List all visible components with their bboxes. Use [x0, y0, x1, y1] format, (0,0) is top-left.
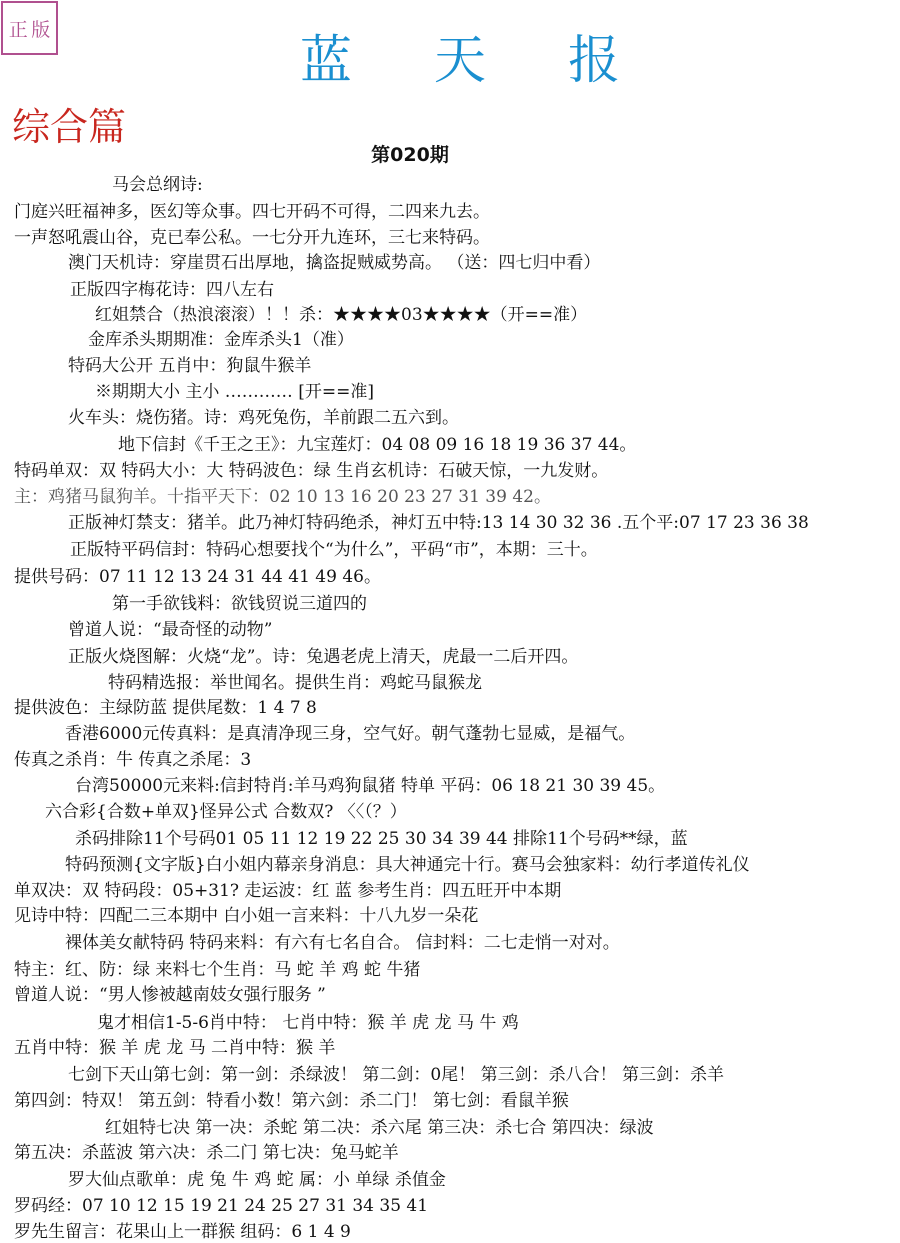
text-line: 香港6000元传真料：是真清净现三身，空气好。朝气蓬勃七显威，是福气。 — [65, 724, 636, 744]
text-line: 传真之杀肖：牛 传真之杀尾：3 — [14, 750, 252, 770]
text-line: 正版特平码信封：特码心想要找个“为什么”，平码“市”，本期：三十。 — [70, 540, 598, 560]
text-line: 五肖中特：猴 羊 虎 龙 马 二肖中特：猴 羊 — [14, 1038, 336, 1058]
masthead-char: 天 — [433, 31, 486, 91]
masthead-char: 报 — [567, 31, 620, 91]
text-line: 一声怒吼震山谷，克已奉公私。一七分开九连环，三七来特码。 — [14, 228, 490, 248]
text-line: 罗大仙点歌单：虎 兔 牛 鸡 蛇 属：小 单绿 杀值金 — [68, 1170, 446, 1190]
stamp-char: 版 — [31, 18, 51, 41]
text-line: 正版四字梅花诗：四八左右 — [70, 280, 274, 300]
text-line: 特码精选报：举世闻名。提供生肖：鸡蛇马鼠猴龙 — [108, 673, 482, 693]
text-line: 红姐特七决 第一决：杀蛇 第二决：杀六尾 第三决：杀七合 第四决：绿波 — [105, 1118, 654, 1138]
authentic-stamp — [1, 1, 58, 55]
text-line: 曾道人说：“男人惨被越南妓女强行服务 ” — [14, 985, 326, 1005]
text-line: 特码单双：双 特码大小：大 特码波色：绿 生肖玄机诗：石破天惊，一九发财。 — [14, 461, 609, 481]
text-line: 杀码排除11个号码01 05 11 12 19 22 25 30 34 39 44 排除11个号码**绿，蓝 — [75, 829, 688, 849]
text-line: 第四剑：特双！ 第五剑：特看小数！第六剑：杀二门！ 第七剑：看鼠羊猴 — [14, 1091, 569, 1111]
text-line: 罗码经：07 10 12 15 19 21 24 25 27 31 34 35 41 — [14, 1196, 429, 1216]
text-line: 特码预测{文字版}白小姐内幕亲身消息：具大神通完十行。赛马会独家料：幼行孝道传礼仪 — [65, 855, 750, 875]
text-line: 裸体美女献特码 特码来料：有六有七名自合。 信封料：二七走悄一对对。 — [65, 933, 620, 953]
text-line: 红姐禁合（热浪滚滚）！！杀：★★★★03★★★★（开==准） — [95, 305, 588, 325]
text-line: 火车头：烧伤猪。诗：鸡死兔伤，羊前跟二五六到。 — [68, 408, 459, 428]
text-line: 曾道人说：“最奇怪的动物” — [68, 620, 273, 640]
text-line: 鬼才相信1-5-6肖中特： 七肖中特：猴 羊 虎 龙 马 牛 鸡 — [97, 1013, 519, 1033]
text-line: 罗先生留言：花果山上一群猴 组码：6 1 4 9 — [14, 1222, 351, 1242]
text-line: 马会总纲诗: — [112, 175, 203, 195]
masthead-title — [300, 18, 620, 93]
masthead-char: 蓝 — [300, 31, 353, 91]
text-line: 地下信封《千王之王》：九宝莲灯：04 08 09 16 18 19 36 37 44。 — [118, 435, 637, 455]
text-line: 澳门天机诗：穿崖贯石出厚地，擒盗捉贼威势高。 （送：四七归中看） — [68, 253, 601, 273]
text-line: 七剑下天山第七剑：第一剑：杀绿波！ 第二剑：0尾！ 第三剑：杀八合！ 第三剑：杀羊 — [68, 1065, 725, 1085]
text-line: 六合彩{合数+单双}怪异公式 合数双? 〈〈（？） — [45, 802, 407, 822]
text-line: 见诗中特：四配二三本期中 白小姐一言来料：十八九岁一朵花 — [14, 906, 479, 926]
text-line: 提供波色：主绿防蓝 提供尾数：1 4 7 8 — [14, 698, 317, 718]
text-line: 主：鸡猪马鼠狗羊。十指平天下：02 10 13 16 20 23 27 31 39 42。 — [14, 487, 551, 507]
text-line: 金库杀头期期准：金库杀头1（准） — [88, 330, 354, 350]
text-line: 提供号码：07 11 12 13 24 31 44 41 49 46。 — [14, 567, 381, 587]
text-line: 正版火烧图解：火烧“龙”。诗：兔遇老虎上清天，虎最一二后开四。 — [68, 647, 579, 667]
text-line: 特主：红、防：绿 来料七个生肖：马 蛇 羊 鸡 蛇 牛猪 — [14, 960, 421, 980]
text-line: 特码大公开 五肖中：狗鼠牛猴羊 — [68, 356, 312, 376]
text-line: 门庭兴旺福神多，医幻等众事。四七开码不可得，二四来九去。 — [14, 202, 490, 222]
section-title: 综合篇 — [12, 105, 127, 149]
stamp-char: 正 — [8, 18, 28, 41]
issue-number: 第020期 — [371, 144, 449, 166]
text-line: 正版神灯禁支：猪羊。此乃神灯特码绝杀，神灯五中特:13 14 30 32 36 .五个平:07 17 23 36 38 — [68, 513, 809, 533]
text-line: ※期期大小 主小 ………… [开==准] — [95, 382, 374, 402]
text-line: 单双决：双 特码段：05+31? 走运波：红 蓝 参考生肖：四五旺开中本期 — [14, 881, 562, 901]
text-line: 第五决：杀蓝波 第六决：杀二门 第七决：兔马蛇羊 — [14, 1143, 399, 1163]
text-line: 台湾50000元来料:信封特肖:羊马鸡狗鼠猪 特单 平码：06 18 21 30 39 45。 — [75, 776, 666, 796]
text-line: 第一手欲钱料：欲钱贸说三道四的 — [112, 594, 367, 614]
